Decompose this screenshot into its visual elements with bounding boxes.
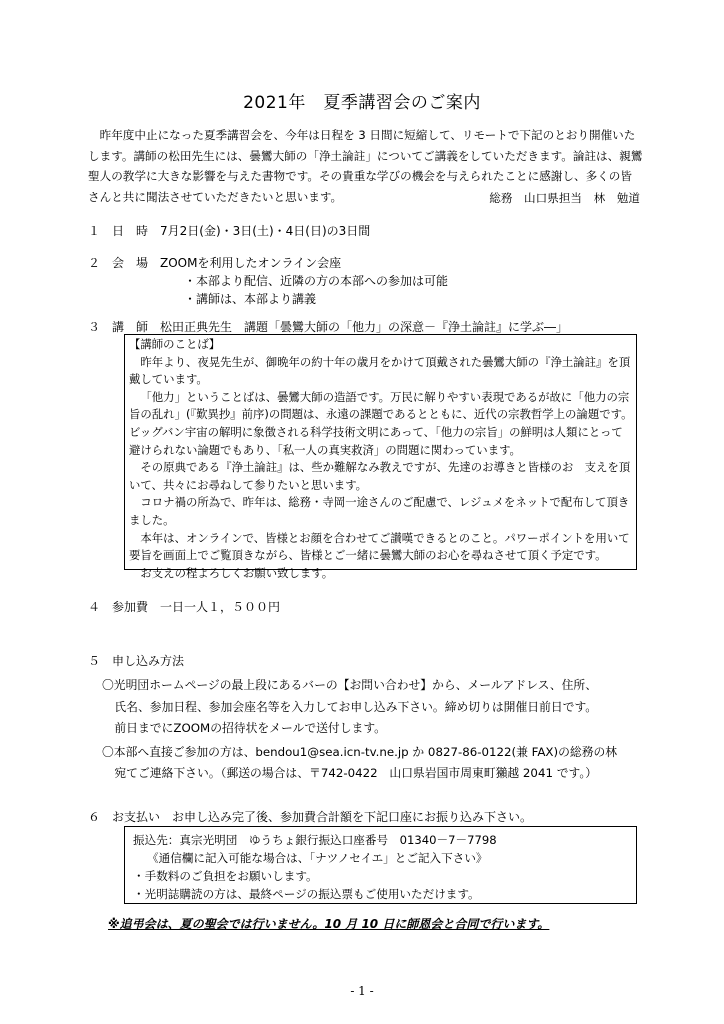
payment-account: 振込先：真宗光明団 ゆうちょ銀行振込口座番号 01340－7－7798 bbox=[133, 833, 497, 847]
signer: 総務 山口県担当 林 勉道 bbox=[489, 191, 640, 205]
lecturer-words-p4: コロナ禍の所為で、昨年は、総務・寺岡一途さんのご配慮で、レジュメをネットで配布して頂きました。 bbox=[129, 495, 630, 527]
lecturer-words-p2: 「他力」ということばは、曇鸞大師の造語です。万民に解りやすい表現であるが故に「他力の宗旨の乱れ」(『歎異抄』前序)の問題は、永遠の課題であるとともに、近代の宗教哲学上の論題です。ビッグバン宇宙の解明に象徴される科学技術文明にあって、「他力の宗旨」の鮮明は人類にとって避けられない論題でもあり、「私一人の真実救済」の問題に関わっています。 bbox=[129, 389, 633, 457]
section-venue: ２ 会 場 ZOOMを利用したオンライン会座 bbox=[88, 256, 342, 270]
lecturer-words-heading: 【講師のことば】 bbox=[129, 337, 221, 351]
payment-box bbox=[124, 826, 637, 904]
application-bullet-2: 〇本部へ直接ご参加の方は、bendou1@sea.icn-tv.ne.jp か 0827-86-0122(兼 FAX)の総務の林 bbox=[102, 744, 618, 759]
lecturer-words-p5: 本年は、オンラインで、皆様とお顔を合わせてご讃嘆できるとのこと。パワーポイントを用いて要旨を画面上でご覧頂きながら、皆様とご一緒に曇鸞大師のお心を尋ねさせて頂く予定です。 bbox=[129, 530, 630, 563]
lecturer-words-p1: 昨年より、夜晃先生が、御晩年の約十年の歳月をかけて頂戴された曇鸞大師の『浄土論註』を頂戴しています。 bbox=[129, 354, 631, 387]
section-fee: ４ 参加費 一日一人１，５００円 bbox=[88, 600, 281, 614]
lecturer-words-p6: お支えの程よろしくお願い致します。 bbox=[140, 565, 334, 580]
application-methods bbox=[102, 675, 642, 785]
lecturer-words-p3: その原典である『浄土論註』は、些か難解なみ教えですが、先達のお導きと皆様のお 支えを頂いて、共々にお尋ねして参りたいと思います。 bbox=[129, 460, 631, 492]
application-bullet-1-cont1: 氏名、参加日程、参加会座名等を入力してお申し込み下さい。締め切りは開催日前日です。 bbox=[114, 699, 598, 714]
application-bullet-1: 〇光明団ホームページの最上段にあるバーの【お問い合わせ】から、メールアドレス、住所、 bbox=[102, 678, 597, 692]
lecturer-words-box bbox=[124, 334, 637, 580]
section-lecturer: ３ 講 師 松田正典先生 講題「曇鸞大師の「他力」の深意－『浄土論註』に学ぶ―」 bbox=[88, 320, 569, 334]
memorial-note: ※追弔会は、夏の聖会では行いません。10 月 10 日に師恩会と合同で行います。 bbox=[108, 917, 550, 931]
payment-fee-note: ・手数料のご負担をお願いします。 bbox=[133, 869, 318, 883]
intro-paragraph: 昨年度中止になった夏季講習会を、今年は日程を 3 日間に短縮して、リモートで下記のとおり開催いたします。講師の松田先生には、曇鸞大師の「浄土論註」についてご講義をしていただきます。論註は、親鸞聖人の教学に大きな影響を与えた書物です。その貴重な学びの機会を与えられたことに感謝し、多くの皆さんと共に聞法させていただきたいと思います。 bbox=[88, 128, 643, 204]
application-bullet-1-cont2: 前日までにZOOMの招待状をメールで送付します。 bbox=[114, 721, 386, 735]
venue-note-2: ・講師は、本部より講義 bbox=[184, 292, 317, 306]
section-schedule: １ 日 時 7月2日(金)・3日(土)・4日(日)の3日間 bbox=[88, 224, 371, 238]
page-number: - 1 - bbox=[350, 984, 374, 998]
page-title: 2021年 夏季講習会のご案内 bbox=[243, 93, 481, 113]
payment-subscriber-note: ・光明誌購読の方は、最終ページの振込票もご使用いただけます。 bbox=[133, 887, 480, 901]
venue-note-1: ・本部より配信、近隣の方の本部への参加は可能 bbox=[184, 274, 449, 288]
payment-memo-note: 《通信欄に記入可能な場合は、「ナツノセイエ」とご記入下さい》 bbox=[147, 851, 488, 865]
section-application: ５ 申し込み方法 bbox=[88, 654, 185, 668]
application-bullet-2-cont: 宛てご連絡下さい。（郵送の場合は、〒742-0422 山口県岩国市周東町獺越 2041 です。） bbox=[114, 766, 598, 780]
section-payment: ６ お支払い お申し込み完了後、参加費合計額を下記口座にお振り込み下さい。 bbox=[88, 810, 533, 824]
